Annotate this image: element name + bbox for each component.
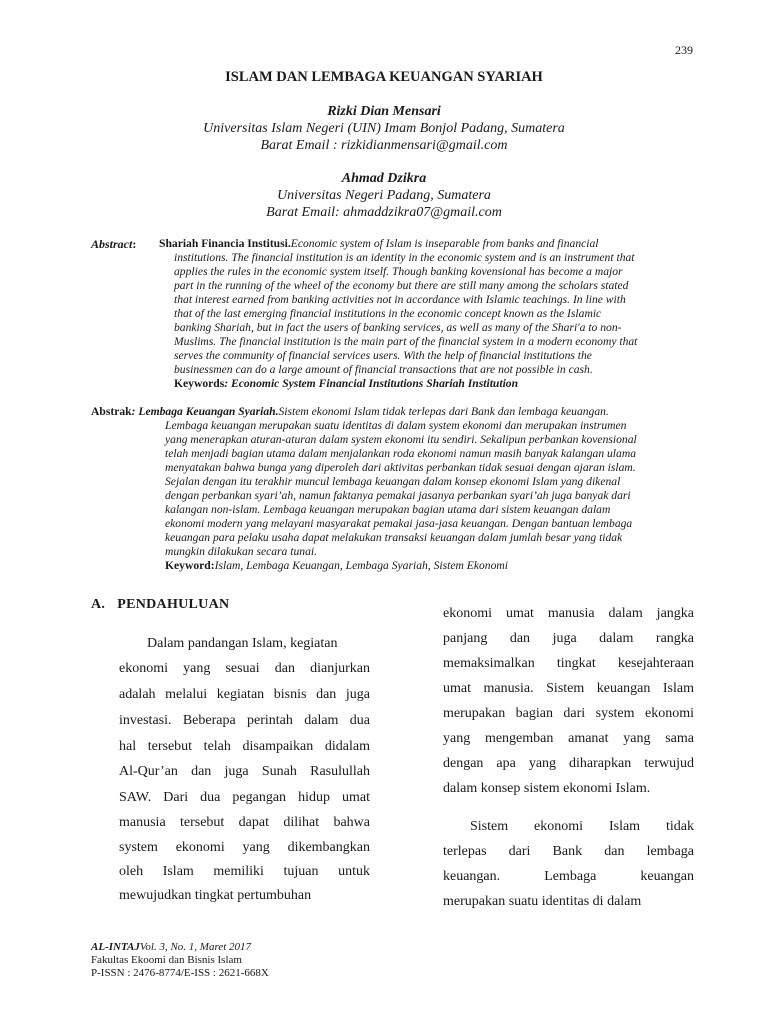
- body-line: oleh Islam memiliki tujuan untuk: [119, 864, 370, 879]
- abstract-id-keywords: Keyword:Islam, Lembaga Keuangan, Lembaga Syariah, Sistem Ekonomi: [165, 559, 508, 572]
- body-line: adalah melalui kegiatan bisnis dan juga: [119, 687, 370, 702]
- body-line: Al-Qur’an dan juga Sunah Rasulullah: [119, 764, 370, 779]
- author-2-affiliation: Universitas Negeri Padang, Sumatera: [277, 188, 491, 203]
- abstract-id-first-line: Abstrak: Lembaga Keuangan Syariah.Sistem ekonomi Islam tidak terlepas dari Bank dan lembaga keuangan.: [91, 405, 609, 418]
- abstract-id-line: ekonomi modern yang melayani masyarakat pemakai jasa-jasa keuangan. Dengan bantuan lembaga: [165, 517, 633, 530]
- body-line: ekonomi umat manusia dalam jangka: [443, 606, 694, 621]
- journal-issn: P-ISSN : 2476-8774/E-ISS : 2621-668X: [91, 967, 269, 979]
- body-line: keuangan. Lembaga keuangan: [443, 869, 694, 884]
- author-2-email: Barat Email: ahmaddzikra07@gmail.com: [266, 205, 502, 220]
- abstract-en-line: banking Shariah, but in fact the users of banking services, as well as many of the Shari'a to non-: [174, 321, 622, 334]
- abstract-en-line: that interest earned from banking activities not in accordance with Islamic teachings. In line with: [174, 293, 626, 306]
- body-line: SAW. Dari dua pegangan hidup umat: [119, 790, 370, 805]
- body-line: umat manusia. Sistem keuangan Islam: [443, 681, 694, 696]
- abstract-en-line: applies the rules in the economic system itself. Though banking kovensional has become a major: [174, 265, 623, 278]
- body-line: Sistem ekonomi Islam tidak: [470, 819, 694, 834]
- journal-citation: AL-INTAJVol. 3, No. 1, Maret 2017: [91, 941, 252, 953]
- body-line: dengan apa yang diharapkan terwujud: [443, 756, 694, 771]
- abstract-id-line: menyatakan bahwa bunga yang diperoleh dari aktivitas perbankan tidak sesuai dengan ajaran islam.: [165, 461, 636, 474]
- body-line: terlepas dari Bank dan lembaga: [443, 844, 694, 859]
- body-line: merupakan suatu identitas di dalam: [443, 894, 642, 909]
- body-line: yang mengemban amanat yang sama: [443, 731, 694, 746]
- abstract-en-line: institutions. The financial institution is an identity in the economic system and is an instrument that: [174, 251, 635, 264]
- paper-title: ISLAM DAN LEMBAGA KEUANGAN SYARIAH: [225, 69, 543, 85]
- abstract-en-line: serves the community of financial services users. With the help of financial institutions the: [174, 349, 592, 362]
- author-1-name: Rizki Dian Mensari: [327, 104, 441, 119]
- body-line: memaksimalkan tingkat kesejahteraan: [443, 656, 694, 671]
- page-number: 239: [675, 43, 693, 57]
- abstract-en-keywords: Keywords: Economic System Financial Institutions Shariah Institution: [174, 377, 519, 390]
- abstract-id-line: mungkin dilakukan secara tunai.: [165, 545, 317, 558]
- body-line: system ekonomi yang dikembangkan: [119, 840, 370, 855]
- body-line: merupakan bagian dari system ekonomi: [443, 706, 694, 721]
- abstract-en-line: part in the running of the wheel of the economy but there are still many among the scholars stated: [174, 279, 629, 292]
- author-1-email: Barat Email : rizkidianmensari@gmail.com: [260, 138, 508, 153]
- body-line: investasi. Beberapa perintah dalam dua: [119, 713, 370, 728]
- abstract-en-line: businessmen can do a large amount of financial transactions that are not possible in cash.: [174, 363, 593, 376]
- author-1-affiliation: Universitas Islam Negeri (UIN) Imam Bonjol Padang, Sumatera: [203, 121, 565, 136]
- abstract-en-first-line: Shariah Financia Institusi.Economic system of Islam is inseparable from banks and financial: [159, 237, 599, 250]
- abstract-id-line: Lembaga keuangan merupakan suatu identitas di dalam system ekonomi dan merupakan instrumen: [165, 419, 627, 432]
- abstract-id-line: telah menjadi bagian utama dalam menjalankan roda ekonomi namun masih banyak kalangan ulama: [165, 447, 636, 460]
- body-line: manusia tersebut dapat dilihat bahwa: [119, 815, 370, 830]
- abstract-id-line: kalangan non-islam. Lembaga keuangan merupakan bagian utama dari sistem keuangan dalam: [165, 503, 611, 516]
- abstract-id-line: dengan perbankan syari’ah, namun faktanya pemakai jasanya perbankan syari’ah juga banyak dari: [165, 489, 631, 502]
- abstract-en-label: Abstract:: [91, 237, 137, 251]
- journal-faculty: Fakultas Ekoomi dan Bisnis Islam: [91, 954, 242, 966]
- abstract-id-line: Sejalan dengan itu terakhir muncul lembaga keuangan dalam konsep ekonomi Islam yang dikenal: [165, 475, 621, 488]
- body-line: mewujudkan tingkat pertumbuhan: [119, 888, 312, 903]
- body-line: dalam konsep sistem ekonomi Islam.: [443, 781, 651, 796]
- body-line: ekonomi yang sesuai dan dianjurkan: [119, 661, 370, 676]
- abstract-en-line: Muslims. The financial institution is the main part of the financial system in a modern economy that: [174, 335, 638, 348]
- abstract-id-line: yang menerapkan aturan-aturan dalam system ekonomi itu sendiri. Sekalipun perbankan kovensional: [165, 433, 637, 446]
- body-line: panjang dan juga dalam rangka: [443, 631, 694, 646]
- abstract-id-line: keuangan para pelaku usaha dapat melakukan transaksi keuangan dalam jumlah besar yang tidak: [165, 531, 623, 544]
- author-2-name: Ahmad Dzikra: [341, 171, 427, 186]
- abstract-en-line: that of the last emerging financial institutions in the economic concept known as the Islamic: [174, 307, 602, 320]
- body-line: Dalam pandangan Islam, kegiatan: [147, 636, 338, 651]
- body-line: hal tersebut telah disampaikan didalam: [119, 739, 370, 754]
- section-heading: A. PENDAHULUAN: [91, 597, 230, 612]
